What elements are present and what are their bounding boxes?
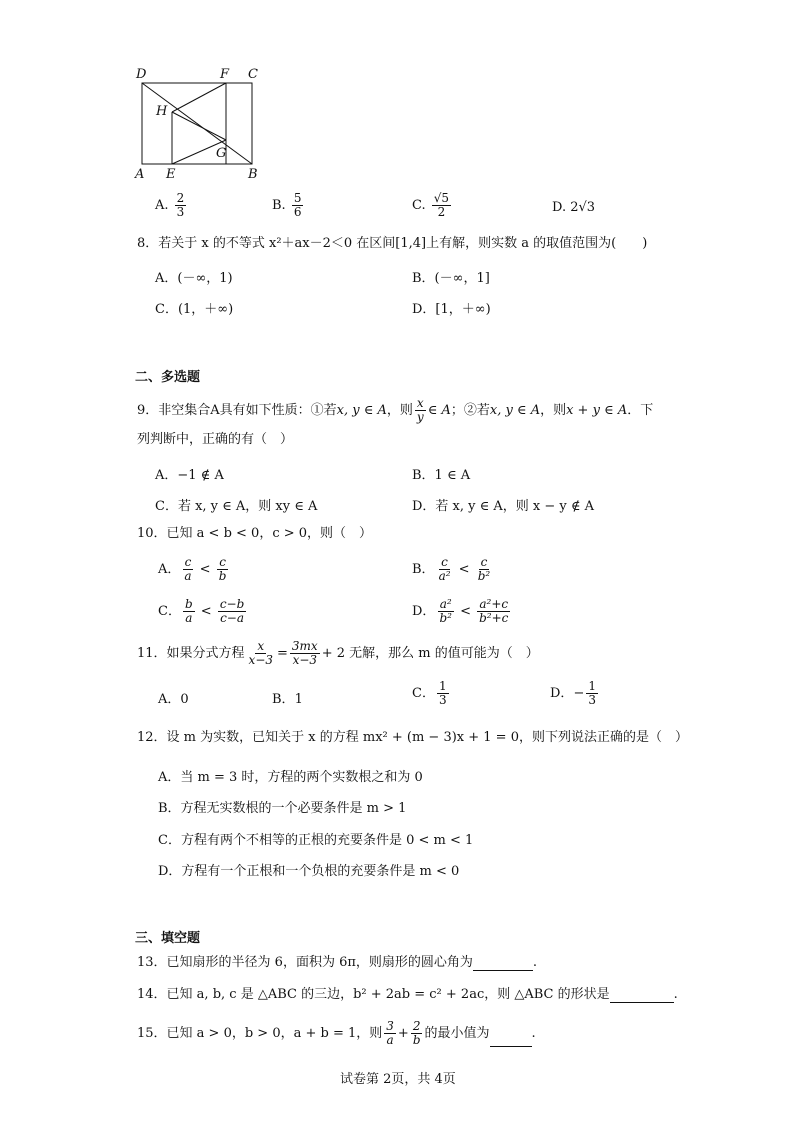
- q14-stem: 14．已知 a, b, c 是 △ABC 的三边，b² + 2ab = c² + 2ac，则 △ABC 的形状是 .: [137, 987, 678, 1002]
- q11-option-b[interactable]: B．1: [272, 692, 303, 707]
- label-A: A: [135, 167, 145, 182]
- q10-option-d[interactable]: D． $\frac{\text{a²}}{\text{b²}}$ < $\frac{\text{a²+c}}{\text{b²+c}}$: [412, 597, 509, 625]
- q11-option-d[interactable]: D．− $\frac{1}{3}$: [550, 679, 596, 707]
- q8-option-c[interactable]: C．(1，＋∞): [155, 302, 234, 317]
- q11-option-a[interactable]: A．0: [158, 692, 189, 707]
- section-title-fill-in: 三、填空题: [135, 931, 201, 946]
- q15-answer-blank[interactable]: [490, 1034, 532, 1047]
- q15-stem: 15．已知 a > 0，b > 0，a + b = 1，则 $\frac{3}{a}$ + $\frac{2}{b}$ 的最小值为 .: [137, 1019, 536, 1047]
- q8-option-a[interactable]: A．(－∞，1): [155, 271, 233, 286]
- label-B: B: [248, 167, 258, 182]
- q11-option-c[interactable]: C． $\frac{1}{3}$: [412, 679, 447, 707]
- label-H: H: [156, 104, 168, 119]
- q10-option-c[interactable]: C． $\frac{b}{a}$ < $\frac{c-b}{c-a}$: [158, 597, 245, 625]
- q11-stem: 11．如果分式方程 $\frac{x}{x-3}$ = $\frac{3mx}{x-3}$ + 2 无解，那么 m 的值可能为（ ）: [137, 639, 539, 667]
- q12-option-d[interactable]: D．方程有一个正根和一个负根的充要条件是 m < 0: [158, 864, 460, 879]
- q13-answer-blank[interactable]: [473, 958, 533, 971]
- q9-option-a[interactable]: A．−1 ∉ A: [155, 468, 224, 483]
- q7-option-c[interactable]: C. $\frac{√5}{2}$: [412, 191, 450, 219]
- label-D: D: [136, 67, 147, 82]
- q8-option-b[interactable]: B．(－∞，1]: [412, 271, 490, 286]
- q10-option-a[interactable]: A． $\frac{c}{a}$ < $\frac{c}{b}$: [158, 555, 227, 583]
- q8-stem: 8．若关于 x 的不等式 x²＋ax－2＜0 在区间[1,4]上有解，则实数 a 的取值范围为( ): [137, 236, 648, 251]
- label-C: C: [248, 67, 258, 82]
- q12-option-a[interactable]: A．当 m = 3 时，方程的两个实数根之和为 0: [158, 770, 423, 785]
- q8-option-d[interactable]: D．[1，＋∞): [412, 302, 491, 317]
- label-F: F: [220, 67, 230, 82]
- q12-option-c[interactable]: C．方程有两个不相等的正根的充要条件是 0 < m < 1: [158, 833, 474, 848]
- q7-option-b[interactable]: B. $\frac{5}{6}$: [272, 191, 302, 219]
- page-footer: 试卷第 2页，共 4页: [340, 1072, 456, 1087]
- q9-option-c[interactable]: C．若 x, y ∈ A，则 xy ∈ A: [155, 499, 318, 514]
- label-G: G: [216, 146, 227, 161]
- q9-stem-line2: 列判断中，正确的有（ ）: [137, 432, 294, 447]
- geometry-figure: [130, 62, 270, 182]
- q7-option-a[interactable]: A. $\frac{2}{3}$: [155, 191, 185, 219]
- q13-stem: 13．已知扇形的半径为 6，面积为 6π，则扇形的圆心角为 .: [137, 955, 538, 970]
- q10-stem: 10．已知 a < b < 0，c > 0，则（ ）: [137, 526, 373, 541]
- q7-option-d[interactable]: D. 2√3: [552, 200, 596, 215]
- q14-answer-blank[interactable]: [610, 990, 674, 1003]
- q10-option-b[interactable]: B． $\frac{c}{\text{a²}}$ < $\frac{c}{\text{b²}}$: [412, 555, 491, 583]
- q9-option-d[interactable]: D．若 x, y ∈ A，则 x − y ∉ A: [412, 499, 595, 514]
- q9-stem-line1: 9．非空集合A具有如下性质：①若x, y ∈ A，则 $\frac{x}{y}$ ∈ A；②若x, y ∈ A，则x + y ∈ A．下: [137, 396, 654, 424]
- label-E: E: [166, 167, 176, 182]
- q12-option-b[interactable]: B．方程无实数根的一个必要条件是 m > 1: [158, 801, 407, 816]
- section-title-multiple-choice: 二、多选题: [135, 370, 201, 385]
- q12-stem: 12．设 m 为实数，已知关于 x 的方程 mx² + (m − 3)x + 1 = 0，则下列说法正确的是（ ）: [137, 730, 688, 745]
- q9-option-b[interactable]: B．1 ∈ A: [412, 468, 471, 483]
